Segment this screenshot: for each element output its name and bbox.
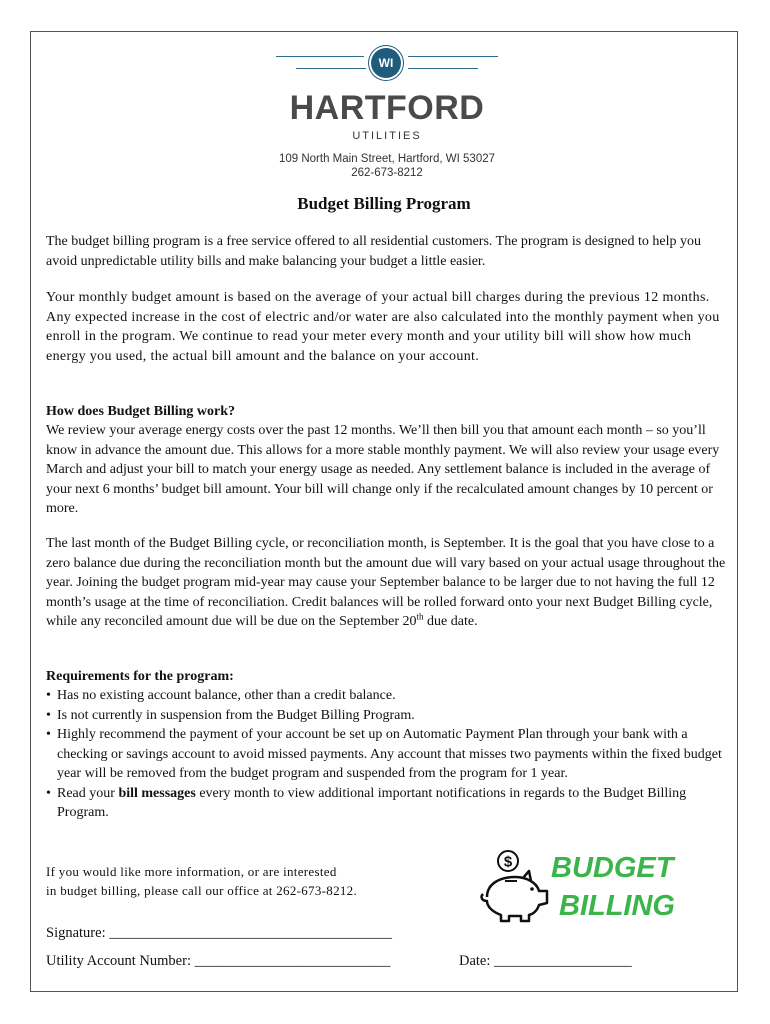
how-it-works-heading: How does Budget Billing work? <box>46 404 236 419</box>
requirement-item <box>46 784 726 823</box>
piggy-body <box>482 877 547 921</box>
requirements-heading: Requirements for the program: <box>46 669 234 684</box>
requirement-item <box>46 725 726 784</box>
piggy-eye <box>530 887 534 891</box>
bullet: • <box>46 688 51 703</box>
intro-paragraph: The budget billing program is a free service offered to all residential customers. The program is designed to help you avoid unpredictable utility bills and make balancing your budget a little easier. <box>46 234 701 269</box>
logo-badge: WI <box>371 48 401 78</box>
bullet: • <box>46 785 51 801</box>
bullet: • <box>46 727 51 742</box>
budget-word: BUDGET <box>551 852 674 884</box>
account-number-line: Utility Account Number: ___________________________ <box>46 953 391 969</box>
budget-billing-logo <box>475 847 705 927</box>
logo-subtitle: UTILITIES <box>352 130 422 142</box>
requirement-text-post: every month to view additional important notifications in regards to the Budget Billing Program. <box>57 785 687 820</box>
reconciliation-sup: th <box>416 611 424 622</box>
requirement-text: Highly recommend the payment of your account be set up on Automatic Payment Plan through your bank with a checking or savings account to avoid missed payments. Any account that misses two payments within the fixed budget year will be removed from the budget program and suspended from the program for 1 year. <box>57 727 722 781</box>
page-title: Budget Billing Program <box>297 194 471 213</box>
how-it-works-paragraph: We review your average energy costs over the past 12 months. We’ll then bill you that amount each month – so you’ll know in advance the amount due. This allows for a more stable monthly payment. We will also review your usage every March and adjust your bill to match your energy usage as needed. Any settlement balance is included in the average of your next 6 months’ budget bill amount. Your bill will change only if the recalculated amount changes by 10 percent or more. <box>46 423 720 516</box>
reconciliation-tail: due date. <box>423 614 478 629</box>
reconciliation-paragraph <box>46 534 726 632</box>
requirements-list <box>46 686 726 823</box>
logo-address-block <box>236 152 538 180</box>
contact-line-2: in budget billing, please call our office at 262-673-8212. <box>46 883 358 898</box>
logo-address: 109 North Main Street, Hartford, WI 53027 <box>278 153 496 165</box>
requirement-item <box>46 686 726 706</box>
requirement-item <box>46 706 726 726</box>
requirement-text-pre: Read your <box>57 785 119 801</box>
contact-line-1: If you would like more information, or are interested <box>46 864 337 879</box>
requirement-text: Has no existing account balance, other than a credit balance. <box>57 688 396 703</box>
logo-rule-left-2 <box>296 68 366 69</box>
billing-word: BILLING <box>559 890 675 922</box>
logo-rule-left <box>276 56 364 57</box>
bullet: • <box>46 707 51 723</box>
reconciliation-text: The last month of the Budget Billing cycle, or reconciliation month, is September. It is the goal that you have close to a zero balance due during the reconciliation month but the amount due will vary based on your actual usage throughout the year. Joining the budget program mid-year may cause your September balance to be larger due to not having the full 12 month’s usage at the time of reconciliation. Credit balances will be rolled forward onto your next Budget Billing cycle, while any reconciled amount due will be due on the September 20 <box>46 536 726 629</box>
hartford-utilities-logo <box>276 46 498 196</box>
date-line: Date: ___________________ <box>459 953 632 969</box>
document-page <box>30 31 738 992</box>
monthly-amount-paragraph: Your monthly budget amount is based on the average of your actual bill charges during the previous 12 months. Any expected increase in the cost of electric and/or water are also calculated into the monthly payment when you enroll in the program. We continue to read your meter every month and your utility bill will show how much energy you used, the actual bill amount and the balance on your account. <box>46 290 720 364</box>
logo-rule-right <box>408 56 498 57</box>
logo-rule-right-2 <box>408 68 478 69</box>
contact-info <box>46 862 466 900</box>
logo-name: HARTFORD <box>289 89 485 127</box>
piggy-bank-icon <box>475 847 555 927</box>
bill-messages-emphasis: bill messages <box>118 785 196 801</box>
dollar-sign: $ <box>503 853 513 871</box>
logo-phone: 262-673-8212 <box>351 167 423 179</box>
requirement-text: Is not currently in suspension from the Budget Billing Program. <box>57 707 415 723</box>
signature-line: Signature: _______________________________________ <box>46 925 392 941</box>
